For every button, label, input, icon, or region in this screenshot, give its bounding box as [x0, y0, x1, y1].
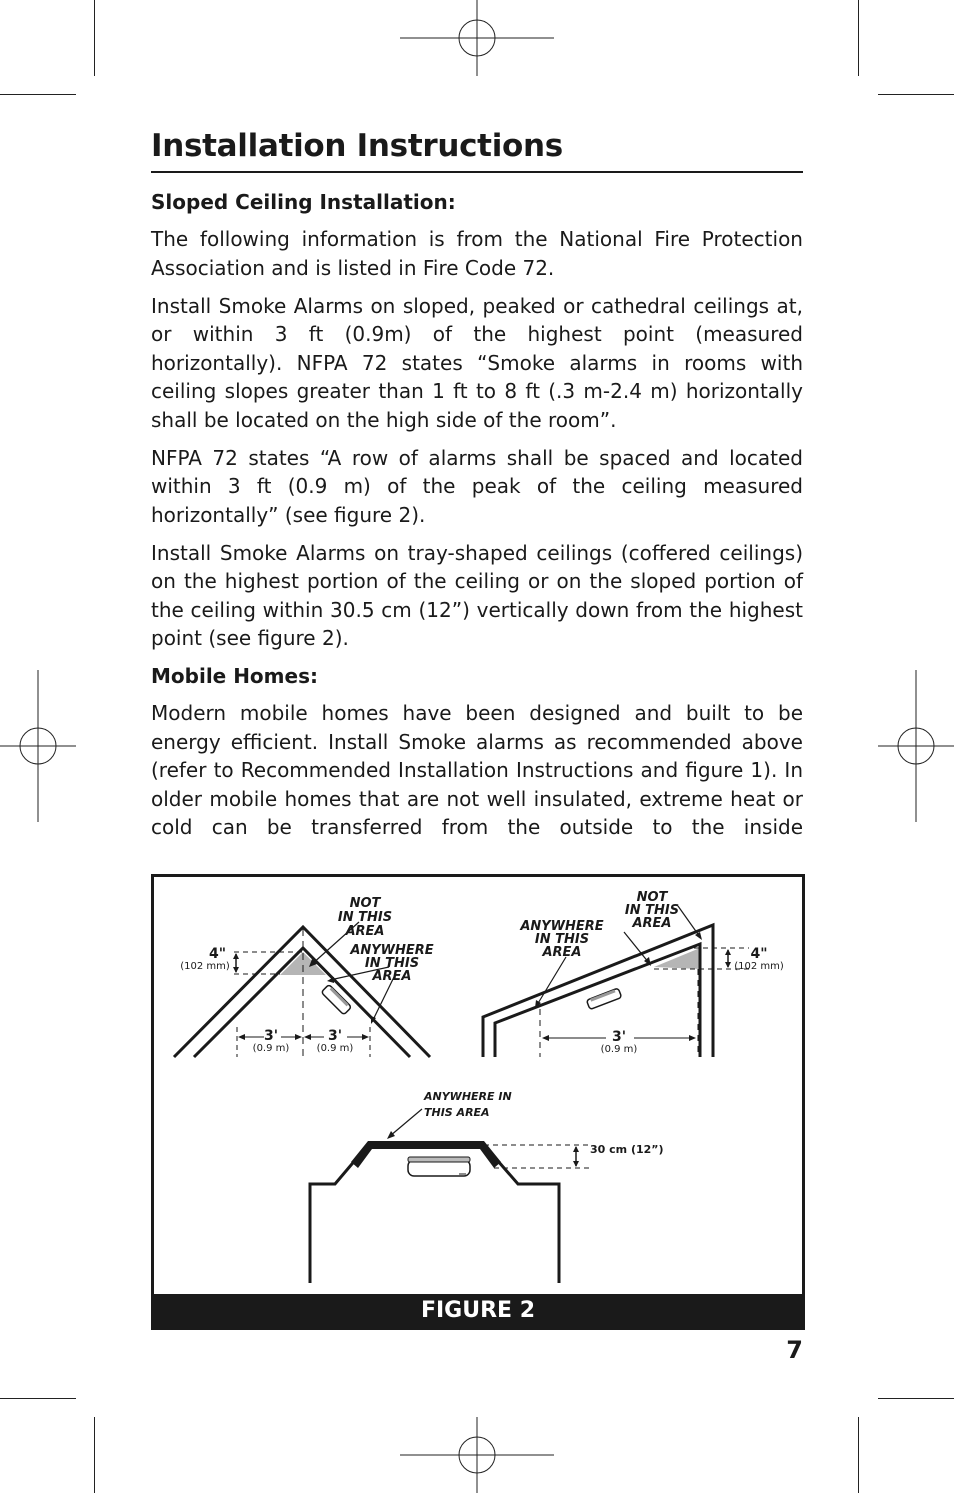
peaked-dist-left-label: 3' (0.9 m)	[252, 1028, 290, 1054]
sloped-height-label: 4" (102 mm)	[734, 946, 784, 972]
tray-anywhere-label: ANYWHERE IN THIS AREA	[424, 1090, 512, 1119]
sloped-not-area-label: NOT IN THIS AREA	[624, 890, 680, 931]
crop-mark	[94, 1417, 95, 1493]
section-heading-sloped-ceiling: Sloped Ceiling Installation:	[151, 190, 456, 214]
section-heading-mobile-homes: Mobile Homes:	[151, 664, 318, 688]
figure-2-diagram	[154, 877, 802, 1294]
page-number: 7	[786, 1336, 803, 1364]
registration-mark-top	[400, 0, 554, 76]
peaked-height-label: 4" (102 mm)	[180, 946, 230, 972]
paragraph: Install Smoke Alarms on sloped, peaked or cathedral ceilings at, or within 3 ft (0.9m) of the highest point (measured horizontally). NFPA 72 states “Smoke alarms in rooms with ceiling slopes greater than 1 ft to 8 ft (.3 m-2.4 m) horizontally shall be located on the high side of the room”.	[151, 293, 803, 432]
body-text	[151, 188, 803, 851]
page-title: Installation Instructions	[151, 128, 563, 164]
crop-mark	[94, 0, 95, 76]
registration-mark-right	[878, 670, 954, 822]
tray-depth-label: 30 cm (12”)	[590, 1143, 664, 1156]
peaked-dist-right-label: 3' (0.9 m)	[316, 1028, 354, 1054]
crop-mark	[0, 1398, 76, 1399]
registration-mark-left	[0, 670, 76, 822]
tray-ceiling-diagram	[310, 1109, 590, 1283]
registration-mark-bottom	[400, 1417, 554, 1493]
paragraph: NFPA 72 states “A row of alarms shall be spaced and located within 3 ft (0.9 m) of the peak of the ceiling measured horizontally” (see figure 2).	[151, 445, 803, 527]
title-divider	[151, 171, 803, 173]
crop-mark	[878, 94, 954, 95]
crop-mark	[878, 1398, 954, 1399]
paragraph: Modern mobile homes have been designed and built to be energy efficient. Install Smoke alarms as recommended above (refer to Recommended Installation Instructions and figure 1). In older mobile homes that are not well insulated, extreme heat or cold can be transferred from the outside to the inside	[151, 701, 803, 839]
crop-mark	[858, 0, 859, 76]
figure-2	[151, 874, 805, 1330]
paragraph: Install Smoke Alarms on tray-shaped ceilings (coffered ceilings) on the highest portion of the ceiling or on the sloped portion of the ceiling within 30.5 cm (12”) vertically down from the highest point (see figure 2).	[151, 540, 803, 650]
crop-mark	[858, 1417, 859, 1493]
peaked-not-area-label: NOT IN THIS AREA	[337, 896, 393, 939]
sloped-anywhere-label: ANYWHERE IN THIS AREA	[520, 919, 604, 960]
figure-caption: FIGURE 2	[154, 1294, 802, 1327]
crop-mark	[0, 94, 76, 95]
peaked-anywhere-label: ANYWHERE IN THIS AREA	[350, 943, 434, 984]
paragraph: The following information is from the National Fire Protection Association and is listed in Fire Code 72.	[151, 227, 803, 280]
sloped-dist-label: 3' (0.9 m)	[600, 1029, 638, 1055]
